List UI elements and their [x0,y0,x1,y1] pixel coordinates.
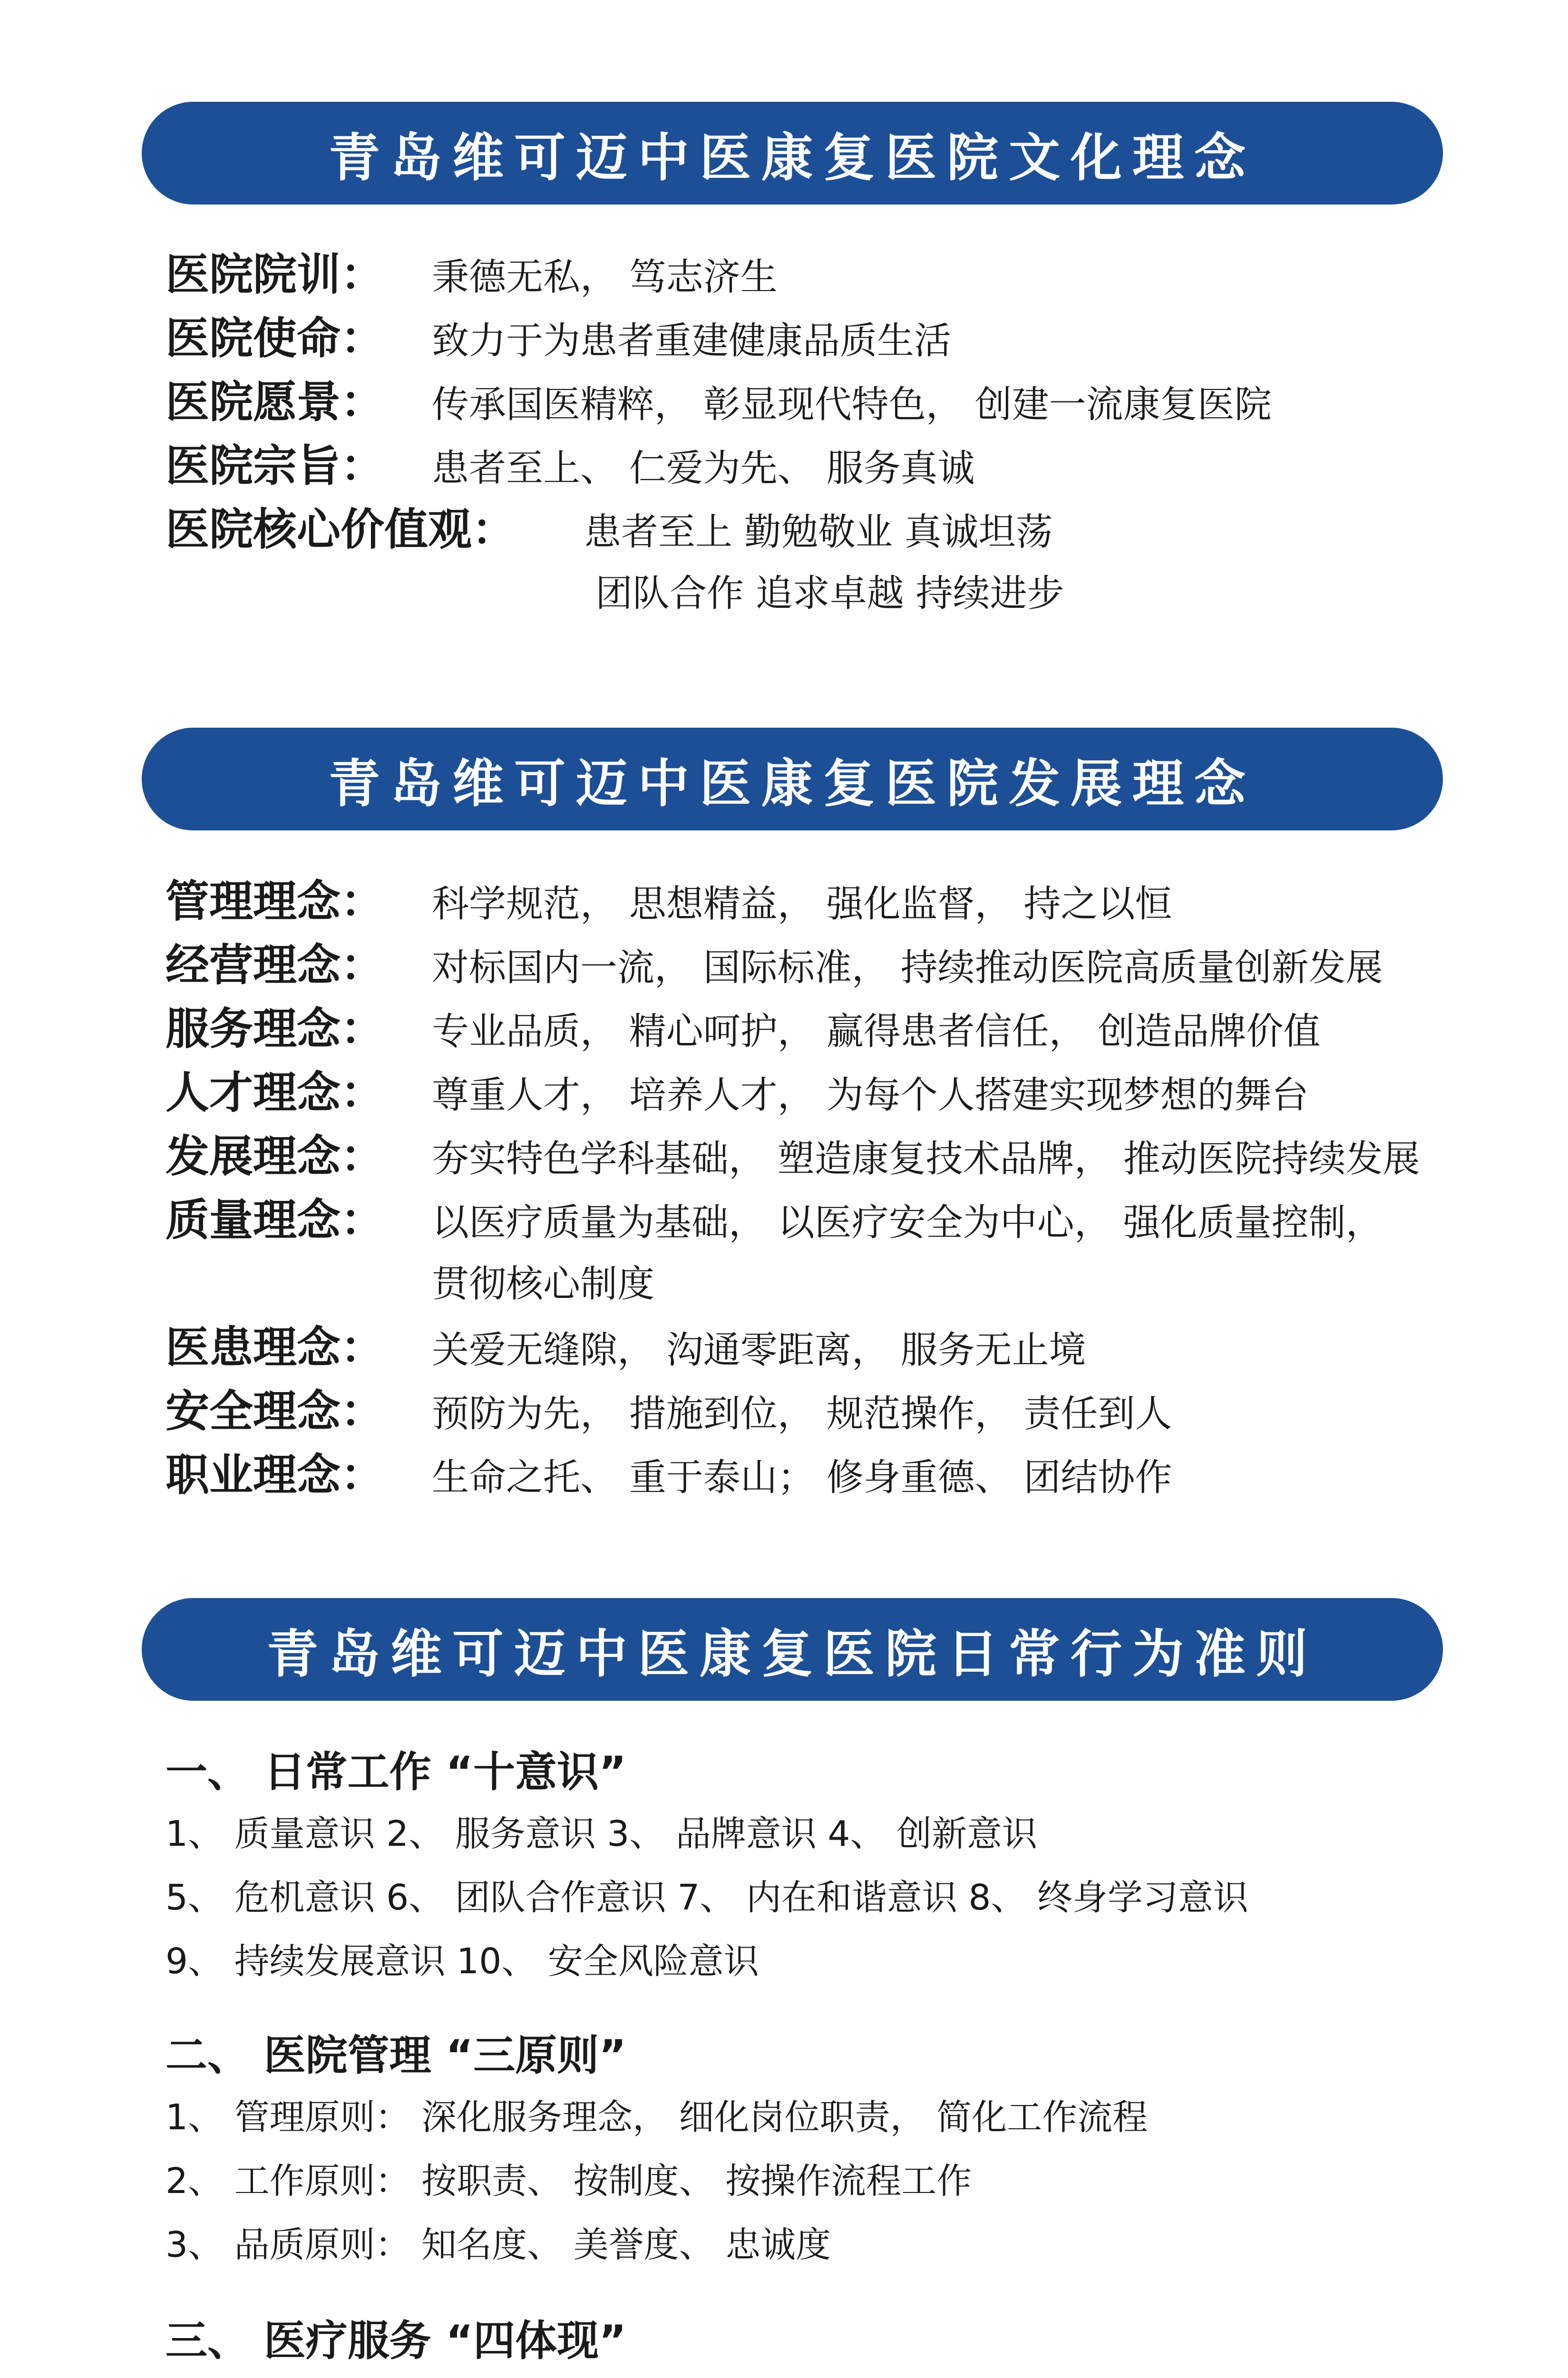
culture-value-continued: 团队合作 追求卓越 持续进步 [595,572,1064,615]
culture-row [166,506,1053,556]
culture-value: 秉德无私， 笃志济生 [432,256,778,299]
development-label: 管理理念： [166,876,385,927]
culture-label: 医院院训： [166,249,385,300]
development-value: 夯实特色学科基础， 塑造康复技术品牌， 推动医院持续发展 [432,1138,1420,1180]
development-row [166,1069,1309,1119]
conduct-list-item: 5、 危机意识 6、 团队合作意识 7、 内在和谐意识 8、 终身学习意识 [166,1877,1248,1918]
culture-title-banner [142,102,1443,205]
development-label: 质量理念： [166,1195,385,1246]
conduct-list-item: 3、 品质原则： 知名度、 美誉度、 忠诚度 [166,2224,831,2265]
culture-value: 致力于为患者重建健康品质生活 [432,320,952,362]
development-row [166,1452,1172,1501]
culture-label: 医院核心价值观： [166,504,516,555]
development-row [166,1197,1383,1247]
culture-row [166,251,778,301]
development-value: 预防为先， 措施到位， 规范操作， 责任到人 [432,1393,1172,1435]
development-label: 安全理念： [166,1386,385,1437]
culture-row [166,442,975,492]
conduct-section-heading: 三、 医疗服务 “四体现” [166,2316,626,2365]
culture-label: 医院使命： [166,313,385,364]
development-value: 关爱无缝隙， 沟通零距离， 服务无止境 [432,1329,1086,1372]
culture-row [166,379,1272,429]
development-label: 人才理念： [166,1067,385,1118]
conduct-list-item: 1、 质量意识 2、 服务意识 3、 品牌意识 4、 创新意识 [166,1813,1037,1854]
development-value: 专业品质， 精心呵护， 赢得患者信任， 创造品牌价值 [432,1010,1321,1053]
development-title-banner [142,728,1443,830]
development-value: 尊重人才， 培养人才， 为每个人搭建实现梦想的舞台 [432,1074,1309,1117]
conduct-title: 青岛维可迈中医康复医院日常行为准则 [266,1624,1318,1684]
development-label: 服务理念： [166,1004,385,1054]
development-label: 医患理念： [166,1322,385,1373]
development-row [166,1388,1172,1438]
development-label: 职业理念： [166,1450,385,1501]
development-row [166,1133,1420,1183]
culture-value: 患者至上 勤勉敬业 真诚坦荡 [584,511,1053,554]
culture-label: 医院愿景： [166,377,385,428]
conduct-list-item: 2、 工作原则： 按职责、 按制度、 按操作流程工作 [166,2161,972,2202]
culture-label: 医院宗旨： [166,440,385,491]
culture-row [166,315,951,365]
development-label: 发展理念： [166,1131,385,1182]
development-value: 科学规范， 思想精益， 强化监督， 持之以恒 [432,883,1172,926]
development-value: 对标国内一流， 国际标准， 持续推动医院高质量创新发展 [432,946,1383,989]
development-value-continued: 贯彻核心制度 [432,1263,655,1306]
conduct-section-heading: 一、 日常工作 “十意识” [166,1747,626,1796]
development-row [166,878,1172,928]
conduct-title-banner [142,1598,1443,1701]
culture-title: 青岛维可迈中医康复医院文化理念 [328,128,1256,188]
development-row [166,1005,1320,1055]
development-value: 生命之托、 重于泰山； 修身重德、 团结协作 [432,1456,1172,1499]
conduct-list-item: 9、 持续发展意识 10、 安全风险意识 [166,1941,759,1982]
conduct-list-item: 1、 管理原则： 深化服务理念， 细化岗位职责， 简化工作流程 [166,2097,1148,2138]
conduct-section-heading: 二、 医院管理 “三原则” [166,2031,626,2080]
culture-value: 患者至上、 仁爱为先、 服务真诚 [432,447,975,490]
culture-value: 传承国医精粹， 彰显现代特色， 创建一流康复医院 [432,383,1272,426]
development-row [166,942,1383,992]
development-value: 以医疗质量为基础， 以医疗安全为中心， 强化质量控制， [432,1201,1383,1244]
development-label: 经营理念： [166,940,385,991]
development-row [166,1324,1086,1374]
development-title: 青岛维可迈中医康复医院发展理念 [328,754,1256,814]
